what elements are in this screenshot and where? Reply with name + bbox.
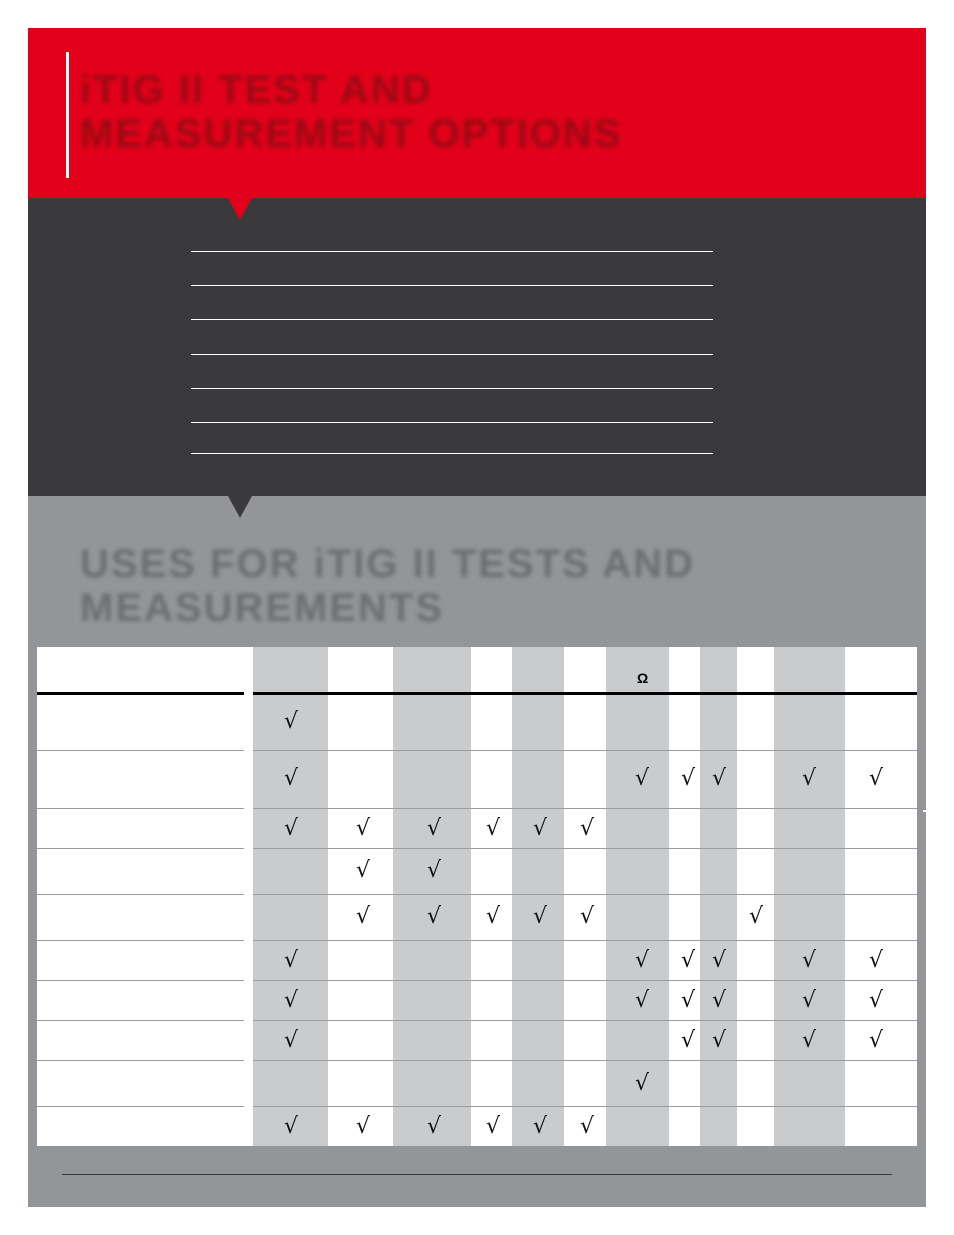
uses-table	[37, 647, 917, 1146]
check-mark: √	[283, 988, 299, 1013]
check-mark: √	[801, 988, 817, 1013]
check-mark: √	[283, 709, 299, 734]
row-divider-gap	[244, 1020, 253, 1021]
header-rule-gap	[244, 692, 253, 695]
header-rule	[37, 692, 917, 695]
options-divider	[191, 453, 713, 454]
check-mark: √	[532, 904, 548, 929]
row-divider-gap	[244, 848, 253, 849]
check-mark: √	[711, 766, 727, 791]
check-mark: √	[680, 766, 696, 791]
check-mark: √	[868, 766, 884, 791]
row-divider	[37, 980, 917, 981]
row-divider	[37, 808, 917, 809]
options-divider	[191, 319, 713, 320]
check-mark: √	[680, 988, 696, 1013]
row-divider-gap	[244, 750, 253, 751]
check-mark: √	[634, 766, 650, 791]
check-mark: √	[532, 1114, 548, 1139]
check-mark: √	[634, 988, 650, 1013]
check-mark: √	[355, 816, 371, 841]
footer-rule	[62, 1174, 892, 1175]
check-mark: √	[485, 904, 501, 929]
options-divider	[191, 354, 713, 355]
check-mark: √	[283, 766, 299, 791]
options-divider	[191, 285, 713, 286]
row-divider-gap	[244, 894, 253, 895]
check-mark: √	[355, 1114, 371, 1139]
section-title-line-1: USES FOR iTIG II TESTS AND	[80, 542, 696, 586]
check-mark: √	[801, 766, 817, 791]
accent-bar	[66, 52, 69, 178]
section-title-line-2: MEASUREMENTS	[80, 586, 445, 630]
check-mark: √	[868, 988, 884, 1013]
row-divider	[37, 894, 917, 895]
check-mark: √	[426, 858, 442, 883]
check-mark: √	[711, 988, 727, 1013]
check-mark: √	[748, 904, 764, 929]
row-divider-gap	[244, 1060, 253, 1061]
check-mark: √	[868, 1028, 884, 1053]
check-mark: √	[711, 948, 727, 973]
page-title-line-1: iTIG II TEST AND	[80, 68, 433, 112]
row-divider	[37, 1020, 917, 1021]
check-mark: √	[579, 904, 595, 929]
options-divider	[191, 388, 713, 389]
options-divider	[191, 251, 713, 252]
row-divider	[37, 750, 917, 751]
check-mark: √	[680, 1028, 696, 1053]
section-title	[80, 542, 695, 630]
row-divider-gap	[244, 808, 253, 809]
row-divider	[37, 848, 917, 849]
check-mark: √	[355, 904, 371, 929]
header-band	[28, 28, 926, 198]
column-shade	[393, 647, 471, 1146]
options-band	[28, 198, 926, 496]
check-mark: √	[485, 1114, 501, 1139]
check-mark: √	[868, 948, 884, 973]
column-symbol: Ω	[637, 670, 649, 686]
check-mark: √	[426, 816, 442, 841]
check-mark: √	[355, 858, 371, 883]
check-mark: √	[579, 816, 595, 841]
page-title-line-2: MEASUREMENT OPTIONS	[80, 112, 623, 156]
check-mark: √	[283, 816, 299, 841]
check-mark: √	[634, 1071, 650, 1096]
row-divider	[37, 940, 917, 941]
options-divider	[191, 422, 713, 423]
row-divider-gap	[244, 980, 253, 981]
check-mark: √	[283, 948, 299, 973]
check-mark: √	[801, 948, 817, 973]
check-mark: √	[485, 816, 501, 841]
check-mark: √	[283, 1028, 299, 1053]
column-shade	[700, 647, 737, 1146]
column-shade	[774, 647, 845, 1146]
check-mark: √	[801, 1028, 817, 1053]
row-divider	[37, 1106, 917, 1107]
row-divider-gap	[244, 1106, 253, 1107]
check-mark: √	[426, 1114, 442, 1139]
page-title	[80, 68, 622, 156]
check-mark: √	[579, 1114, 595, 1139]
check-mark: √	[426, 904, 442, 929]
pointer-notch	[228, 198, 252, 220]
row-divider-gap	[244, 940, 253, 941]
row-divider	[37, 1060, 917, 1061]
column-shade	[512, 647, 564, 1146]
check-mark: √	[680, 948, 696, 973]
pointer-notch	[228, 496, 252, 518]
check-mark: √	[711, 1028, 727, 1053]
check-mark: √	[532, 816, 548, 841]
edge-tick	[923, 810, 927, 812]
check-mark: √	[283, 1114, 299, 1139]
check-mark: √	[634, 948, 650, 973]
label-column-gap	[244, 647, 253, 1146]
